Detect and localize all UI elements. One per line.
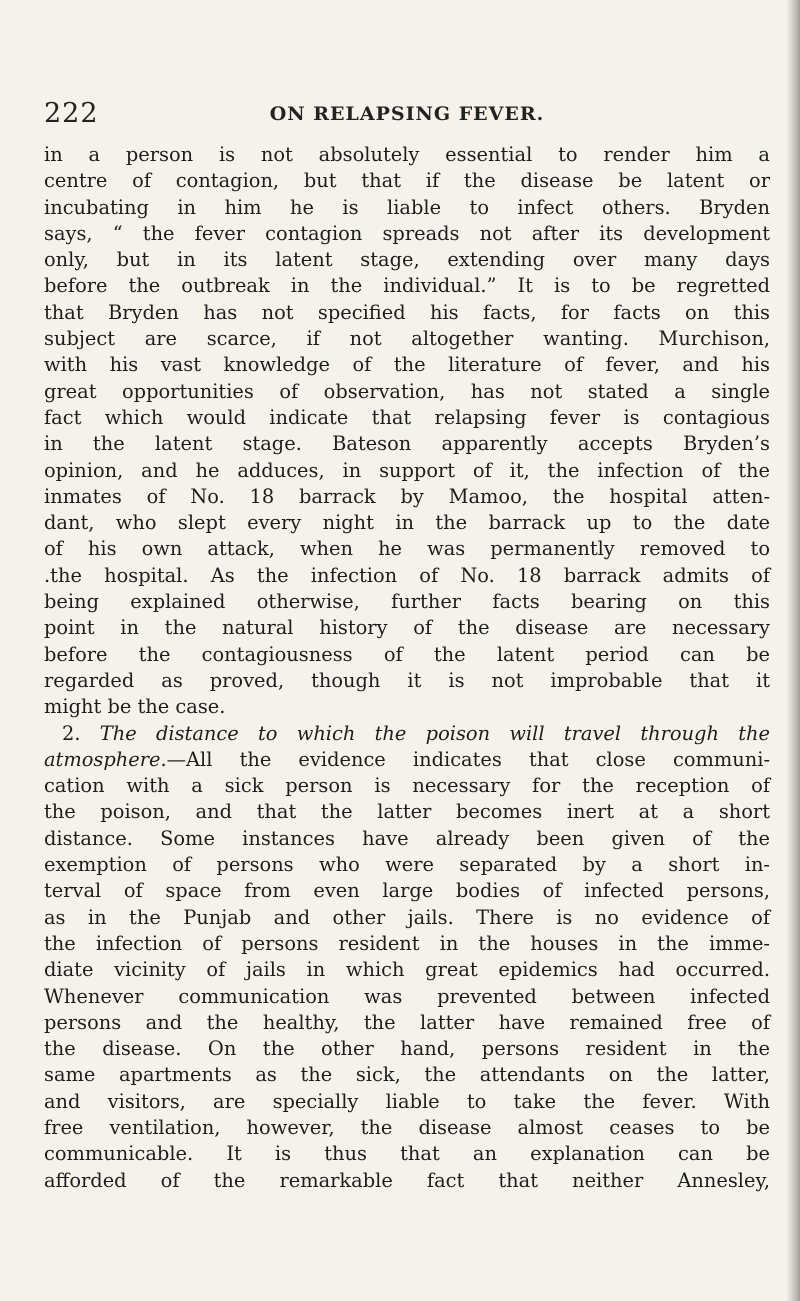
page-edge-shadow	[786, 0, 800, 1301]
text-line: subject are scarce, if not altogether wanting. Murchison,	[44, 327, 770, 351]
text-line: the infection of persons resident in the houses in the imme-	[44, 931, 770, 955]
text-line: the disease. On the other hand, persons resident in the	[44, 1037, 770, 1061]
text-line: as in the Punjab and other jails. There is no evidence of	[44, 905, 770, 929]
text-line: exemption of persons who were separated by a short in-	[44, 853, 770, 877]
text-line: diate vicinity of jails in which great epidemics had occurred.	[44, 958, 770, 982]
text-line: in the latent stage. Bateson apparently accepts Bryden’s	[44, 432, 770, 456]
text-line: inmates of No. 18 barrack by Mamoo, the hospital atten-	[44, 484, 770, 508]
text-line: cation with a sick person is necessary for the reception of	[44, 774, 770, 798]
text-line: distance. Some instances have already been given of the	[44, 826, 770, 850]
page-number: 222	[44, 98, 99, 129]
text-line: in a person is not absolutely essential to render him a	[44, 143, 770, 166]
text-line: of his own attack, when he was permanently removed to	[44, 537, 770, 561]
text-line: opinion, and he adduces, in support of it, the infection of the	[44, 458, 770, 482]
text-line: same apartments as the sick, the attendants on the latter,	[44, 1063, 770, 1087]
text-line: persons and the healthy, the latter have remained free of	[44, 1010, 770, 1034]
page-header	[44, 98, 770, 138]
text-line: with his vast knowledge of the literature of fever, and his	[44, 353, 770, 377]
section-heading-line	[44, 721, 770, 747]
section-number: 2.	[62, 721, 81, 745]
section-title: The distance to which the poison will travel through the	[99, 721, 770, 745]
text-line: being explained otherwise, further facts bearing on this	[44, 590, 770, 614]
text-line: regarded as proved, though it is not improbable that it	[44, 668, 770, 692]
text-line: free ventilation, however, the disease almost ceases to be	[44, 1115, 770, 1139]
text-line: afforded of the remarkable fact that neither Annesley,	[44, 1168, 770, 1192]
text-line: fact which would indicate that relapsing fever is contagious	[44, 405, 770, 429]
text-line: communicable. It is thus that an explanation can be	[44, 1142, 770, 1166]
text-line: and visitors, are specially liable to take the fever. With	[44, 1089, 770, 1113]
text-line: dant, who slept every night in the barrack up to the date	[44, 511, 770, 535]
text-line: great opportunities of observation, has not stated a single	[44, 379, 770, 403]
text-line: says, “ the fever contagion spreads not after its development	[44, 221, 770, 245]
text-line: .the hospital. As the infection of No. 18 barrack admits of	[44, 563, 770, 587]
text-line: the poison, and that the latter becomes inert at a short	[44, 800, 770, 824]
running-head: ON RELAPSING FEVER.	[269, 103, 545, 125]
text-line: before the contagiousness of the latent period can be	[44, 642, 770, 666]
text-line: terval of space from even large bodies of infected persons,	[44, 879, 770, 903]
text-line: only, but in its latent stage, extending over many days	[44, 248, 770, 272]
body-text	[44, 142, 770, 1194]
text-line: centre of contagion, but that if the disease be latent or	[44, 169, 770, 193]
text-line: that Bryden has not specified his facts, for facts on this	[44, 300, 770, 324]
section-title-cont: atmosphere.	[44, 747, 167, 771]
text-line: incubating in him he is liable to infect others. Bryden	[44, 195, 770, 219]
section-lead-text: —All the evidence indicates that close communi-	[166, 747, 770, 771]
text-line: before the outbreak in the individual.” It is to be regretted	[44, 274, 770, 298]
text-line: point in the natural history of the disease are necessary	[44, 616, 770, 640]
text-line: might be the case.	[44, 695, 226, 719]
section-heading-line-2	[44, 747, 770, 773]
text-line: Whenever communication was prevented between infected	[44, 984, 770, 1008]
